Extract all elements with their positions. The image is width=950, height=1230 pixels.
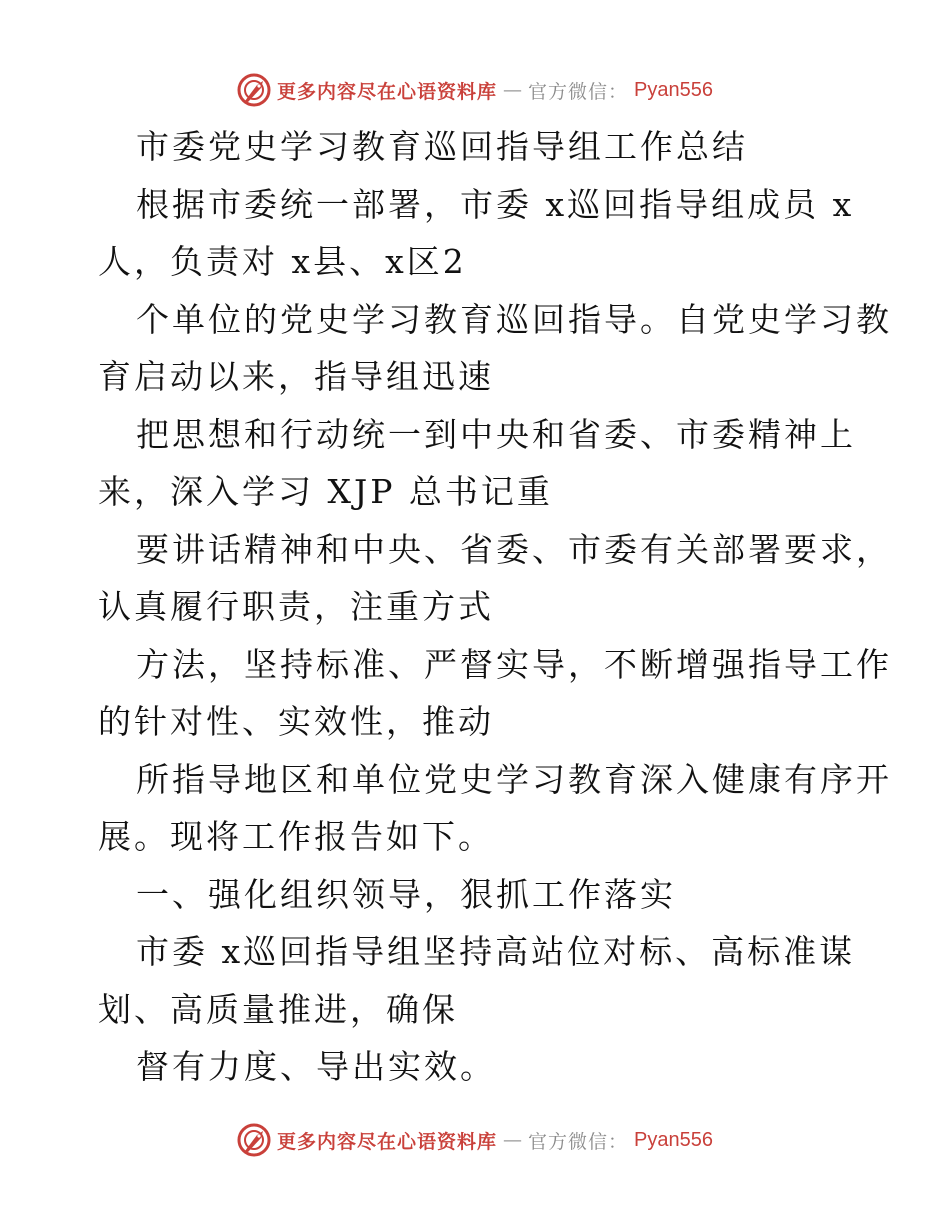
- paragraph-line: 划、高质量推进，确保: [98, 989, 458, 1029]
- watermark-group: [237, 1123, 713, 1157]
- paragraph-line: 把思想和行动统一到中央和省委、市委精神上: [136, 414, 856, 454]
- watermark-separator: —: [503, 1129, 523, 1151]
- paragraph-line: 根据市委统一部署，市委 x巡回指导组成员 x: [136, 184, 855, 224]
- paragraph-line: 人，负责对 x县、x区2: [98, 242, 467, 281]
- watermark-wechat-id: Pyan556: [634, 78, 713, 101]
- watermark-sub-text: 官方微信：: [528, 1130, 629, 1153]
- paragraph-line: 市委 x巡回指导组坚持高站位对标、高标准谋: [136, 932, 856, 971]
- watermark-sub-text: 官方微信：: [528, 80, 629, 103]
- paragraph-line: 个单位的党史学习教育巡回指导。自党史学习教: [136, 299, 892, 339]
- paragraph-line: 方法，坚持标准、严督实导，不断增强指导工作: [136, 644, 892, 684]
- watermark-main-text: 更多内容尽在心语资料库: [277, 1130, 498, 1153]
- paragraph-line: 所指导地区和单位党史学习教育深入健康有序开: [136, 759, 892, 799]
- header-watermark: [0, 70, 950, 110]
- pen-nib-logo-icon: [237, 1123, 271, 1157]
- footer-watermark: [0, 1120, 950, 1160]
- paragraph-line: 育启动以来，指导组迅速: [98, 357, 494, 396]
- paragraph-line: 来，深入学习 XJP 总书记重: [98, 472, 553, 511]
- watermark-separator: —: [503, 79, 523, 101]
- section-heading: 一、强化组织领导，狠抓工作落实: [136, 874, 676, 914]
- watermark-group: [237, 73, 713, 107]
- document-title: 市委党史学习教育巡回指导组工作总结: [136, 127, 748, 166]
- document-body: [98, 118, 892, 1096]
- watermark-wechat-id: Pyan556: [634, 1128, 713, 1151]
- paragraph-line: 认真履行职责，注重方式: [98, 587, 494, 626]
- pen-nib-logo-icon: [237, 73, 271, 107]
- watermark-main-text: 更多内容尽在心语资料库: [277, 80, 498, 103]
- paragraph-line: 督有力度、导出实效。: [136, 1047, 496, 1086]
- paragraph-line: 的针对性、实效性，推动: [98, 702, 494, 741]
- paragraph-line: 要讲话精神和中央、省委、市委有关部署要求，: [136, 529, 892, 569]
- paragraph-line: 展。现将工作报告如下。: [98, 817, 494, 856]
